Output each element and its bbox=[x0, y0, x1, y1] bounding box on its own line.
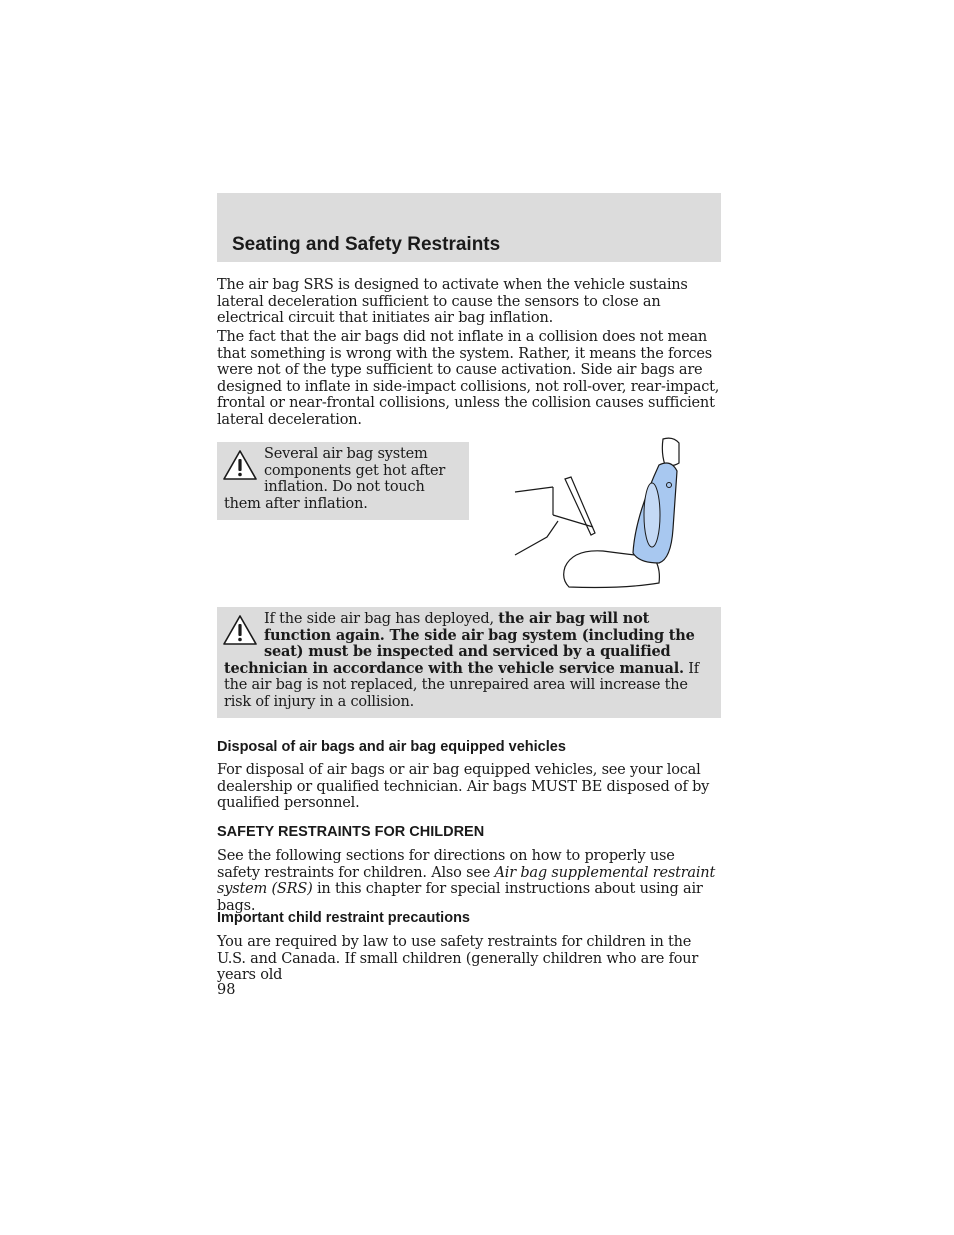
paragraph-disposal: For disposal of air bags or air bag equipped vehicles, see your local dealership or qualified technician. Air bags MUST BE disposed of by qualified personnel. bbox=[217, 762, 710, 811]
heading-child-restraints: SAFETY RESTRAINTS FOR CHILDREN bbox=[217, 824, 485, 840]
paragraph-child-restraints: See the following sections for directions on how to properly use safety restraints for children. Also see Air bag supplemental restraint system (SRS) in this chapter for special instructions about using air bags. bbox=[217, 848, 716, 914]
warning-triangle-icon bbox=[222, 614, 258, 647]
section-header bbox=[217, 193, 721, 262]
warning-emphasis: the air bag will not function again. The side air bag system (including the seat) must be inspected and serviced by a qualified technician in accordance with the vehicle service manual. bbox=[224, 610, 695, 677]
side-airbag-seat-illustration bbox=[513, 437, 688, 597]
warning-box-hot-components bbox=[217, 442, 469, 520]
paragraph-precautions: You are required by law to use safety restraints for children in the U.S. and Canada. If small children (generally children who are four years old bbox=[217, 934, 699, 983]
heading-disposal: Disposal of air bags and air bag equipped vehicles bbox=[217, 739, 566, 755]
cross-reference: Air bag supplemental restraint system (SRS) bbox=[217, 864, 716, 897]
warning-box-side-airbag-deployed bbox=[217, 607, 721, 718]
section-title: Seating and Safety Restraints bbox=[232, 234, 501, 255]
page-number: 98 bbox=[217, 982, 236, 998]
warning-text: If the side air bag has deployed, the air bag will not function again. The side air bag system (including the seat) must be inspected and serviced by a qualified technician in accordance with the vehicle service manual. If the air bag is not replaced, the unrepaired area will increase the risk of injury in a collision. bbox=[224, 610, 699, 710]
paragraph-inflation: The fact that the air bags did not inflate in a collision does not mean that something is wrong with the system. Rather, it means the forces were not of the type sufficient to cause activation. Side air bags are designed to inflate in side-impact collisions, not roll-over, rear-impact, frontal or near-frontal collisions, unless the collision causes sufficient lateral deceleration. bbox=[217, 329, 720, 428]
warning-text: Several air bag system components get hot after inflation. Do not touch them after inflation. bbox=[224, 446, 446, 512]
manual-page bbox=[217, 193, 721, 998]
paragraph-activation: The air bag SRS is designed to activate when the vehicle sustains lateral deceleration sufficient to cause the sensors to close an electrical circuit that initiates air bag inflation. bbox=[217, 277, 688, 326]
warning-triangle-icon bbox=[222, 449, 258, 482]
heading-precautions: Important child restraint precautions bbox=[217, 910, 470, 926]
